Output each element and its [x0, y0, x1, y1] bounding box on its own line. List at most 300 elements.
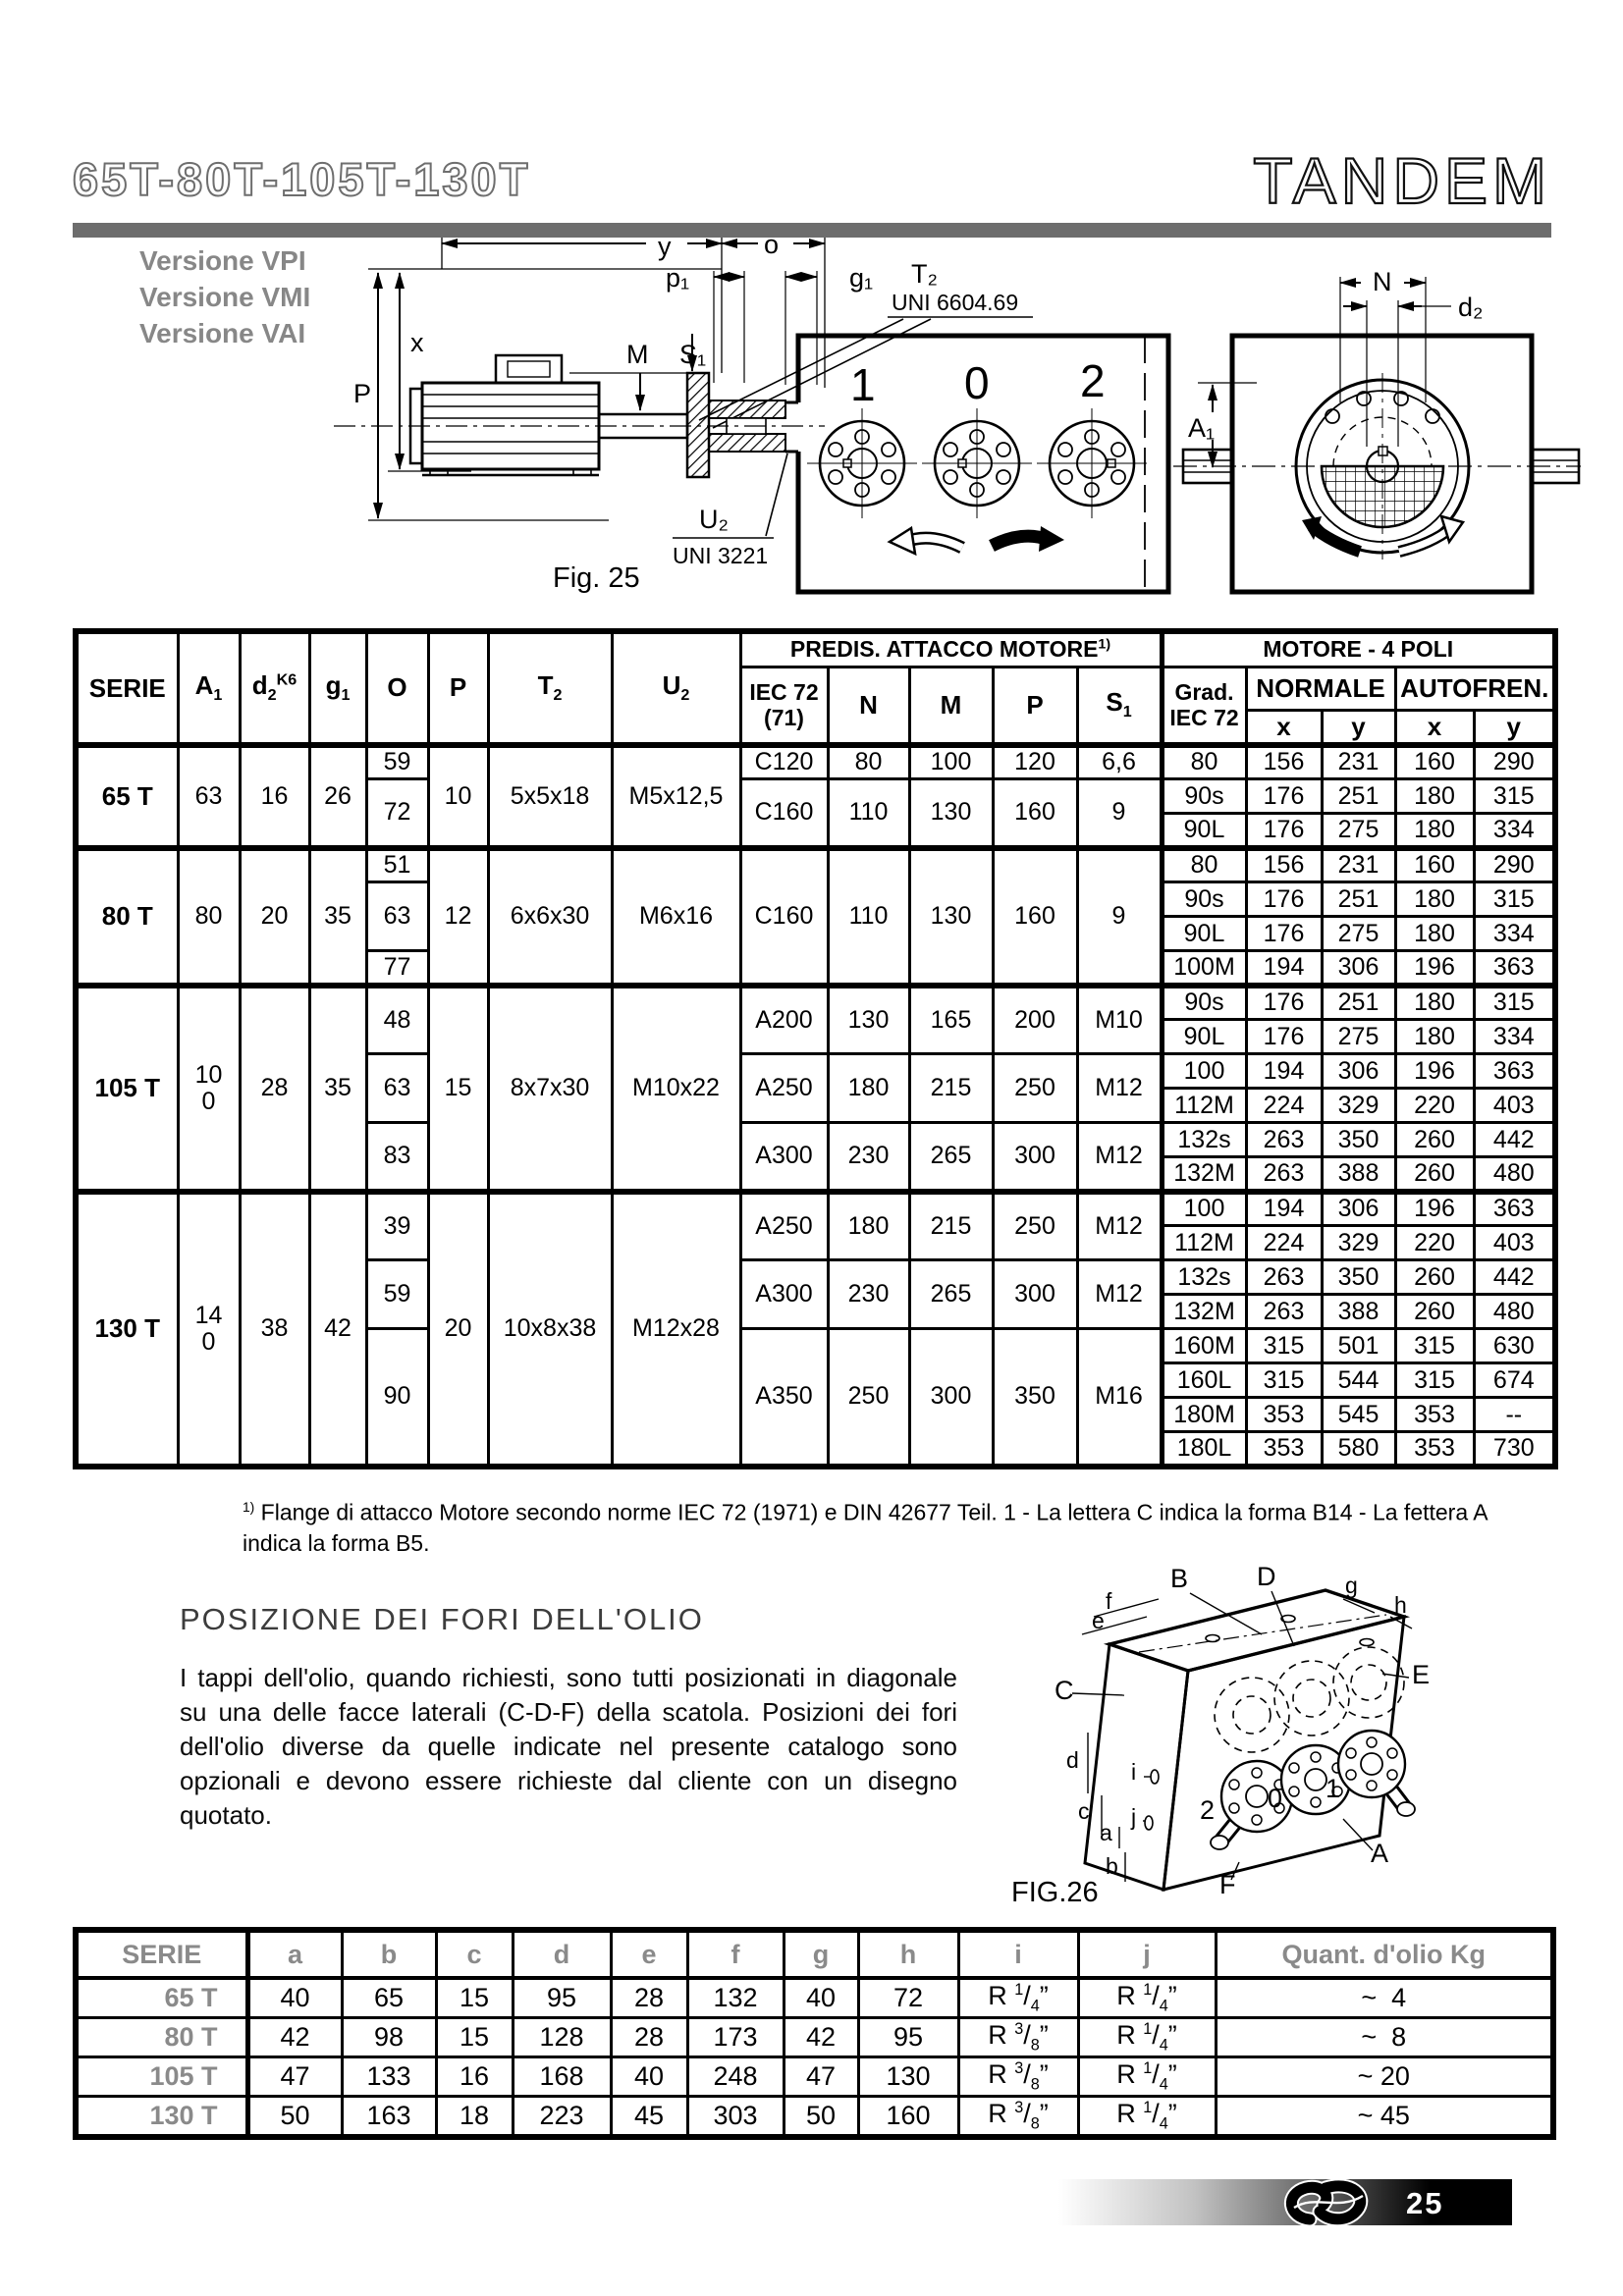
autofren-x-cell: 353 [1395, 1432, 1474, 1467]
autofren-x-cell: 260 [1395, 1123, 1474, 1157]
oil-value-cell: R $^1/_4$” [1078, 1978, 1216, 2018]
normale-x-cell: 156 [1246, 848, 1322, 882]
oil-col-header: SERIE [76, 1930, 247, 1978]
col-header-serie: SERIE [76, 631, 178, 745]
fig26-label-0: 0 [1268, 1784, 1283, 1813]
fig26-drawing [962, 1556, 1527, 1921]
oil-value-cell: 15 [436, 2018, 513, 2057]
oil-value-cell: 16 [436, 2057, 513, 2097]
fig25-drawing [275, 226, 1581, 611]
serie-cell: 105 T [76, 986, 178, 1192]
oil-serie-cell: 65 T [76, 1978, 247, 2018]
grad-cell: 132s [1162, 1260, 1246, 1295]
normale-x-cell: 176 [1246, 814, 1322, 848]
motor-drawing [334, 355, 825, 477]
oil-serie-cell: 105 T [76, 2057, 247, 2097]
autofren-x-cell: 220 [1395, 1089, 1474, 1123]
oil-value-cell: R $^1/_4$” [1078, 2097, 1216, 2138]
oil-value-cell: 223 [513, 2097, 611, 2138]
fig26-label-f: f [1106, 1588, 1112, 1614]
autofren-x-cell: 260 [1395, 1157, 1474, 1192]
footnote-text: Flange di attacco Motore secondo norme IEC 72 (1971) e DIN 42677 Teil. 1 - La lettera C indica la forma B14 - La fettera A indica la forma B5. [243, 1499, 1488, 1556]
page-number: 25 [1406, 2186, 1444, 2220]
grad-cell: 90s [1162, 779, 1246, 814]
normale-y-cell: 275 [1322, 917, 1395, 951]
fig26-label-a: a [1100, 1820, 1112, 1845]
grad-cell: 90L [1162, 814, 1246, 848]
col-header-predis: $S_1$ [1077, 667, 1162, 745]
u2-cell: M5x12,5 [612, 745, 740, 848]
table-row [76, 2097, 1553, 2138]
autofren-x-cell: 180 [1395, 986, 1474, 1020]
d2-cell: 28 [240, 986, 309, 1192]
normale-x-cell: 315 [1246, 1363, 1322, 1398]
autofren-x-cell: 180 [1395, 779, 1474, 814]
u2-cell: M10x22 [612, 986, 740, 1192]
m-cell: 215 [909, 1054, 993, 1123]
d2-cell: 38 [240, 1192, 309, 1467]
p2-cell: 160 [993, 848, 1077, 986]
oil-value-cell: 40 [247, 1978, 342, 2018]
p2-cell: 350 [993, 1329, 1077, 1467]
oil-quantity-table [73, 1927, 1556, 2140]
o-cell: 63 [366, 882, 428, 951]
fig26-label-e: e [1092, 1608, 1105, 1633]
normale-x-cell: 176 [1246, 779, 1322, 814]
page-title: 65T-80T-105T-130T [73, 153, 531, 205]
o-cell: 63 [366, 1054, 428, 1123]
fig26-label-F: F [1219, 1870, 1236, 1899]
normale-y-cell: 231 [1322, 745, 1395, 779]
n-cell: 230 [828, 1260, 909, 1329]
normale-x-cell: 194 [1246, 1054, 1322, 1089]
n-cell: 110 [828, 848, 909, 986]
normale-y-cell: 501 [1322, 1329, 1395, 1363]
g1-cell: 26 [309, 745, 366, 848]
m-cell: 165 [909, 986, 993, 1054]
brand-logo-text: TANDEM [1253, 144, 1551, 217]
t2-cell: 5x5x18 [488, 745, 612, 848]
version-item: Versione VPI [139, 245, 306, 276]
autofren-y-cell: 290 [1474, 745, 1555, 779]
col-header-xy: y [1322, 710, 1395, 745]
normale-x-cell: 156 [1246, 745, 1322, 779]
s1-cell: M12 [1077, 1054, 1162, 1123]
group-header-motore: MOTORE - 4 POLI [1162, 631, 1555, 667]
o-cell: 59 [366, 745, 428, 779]
oil-value-cell: 28 [611, 1978, 687, 2018]
p2-cell: 200 [993, 986, 1077, 1054]
autofren-x-cell: 260 [1395, 1260, 1474, 1295]
autofren-x-cell: 315 [1395, 1363, 1474, 1398]
autofren-x-cell: 180 [1395, 1020, 1474, 1054]
normale-x-cell: 263 [1246, 1260, 1322, 1295]
autofren-x-cell: 196 [1395, 951, 1474, 986]
col-header-dim: $g_1$ [309, 631, 366, 745]
oil-col-header: d [513, 1930, 611, 1978]
autofren-y-cell: 480 [1474, 1295, 1555, 1329]
col-header-dim: $T_2$ [488, 631, 612, 745]
p-cell: 12 [428, 848, 488, 986]
normale-x-cell: 224 [1246, 1089, 1322, 1123]
col-header-xy: y [1474, 710, 1555, 745]
oil-value-cell: 132 [687, 1978, 784, 2018]
col-header-xy: x [1246, 710, 1322, 745]
iso-flanges [1211, 1731, 1415, 1849]
autofren-x-cell: 180 [1395, 882, 1474, 917]
autofren-y-cell: 334 [1474, 814, 1555, 848]
grad-cell: 100 [1162, 1054, 1246, 1089]
m-cell: 215 [909, 1192, 993, 1260]
flange-label-1: 1 [850, 359, 876, 410]
grad-cell: 180L [1162, 1432, 1246, 1467]
n-cell: 180 [828, 1054, 909, 1123]
oil-value-cell: 173 [687, 2018, 784, 2057]
autofren-x-cell: 260 [1395, 1295, 1474, 1329]
fig26-label-B: B [1170, 1564, 1189, 1593]
autofren-x-cell: 196 [1395, 1054, 1474, 1089]
dim-p1-g1 [714, 271, 817, 385]
u2-cell: M6x16 [612, 848, 740, 986]
normale-x-cell: 176 [1246, 986, 1322, 1020]
autofren-y-cell: -- [1474, 1398, 1555, 1432]
oil-value-cell: 133 [342, 2057, 436, 2097]
callout-u2: U₂ [699, 505, 729, 534]
flange-label-0: 0 [964, 357, 990, 408]
fig26-label-g: g [1345, 1573, 1358, 1598]
m-cell: 265 [909, 1260, 993, 1329]
normale-y-cell: 545 [1322, 1398, 1395, 1432]
grad-cell: 90L [1162, 1020, 1246, 1054]
o-cell: 59 [366, 1260, 428, 1329]
oil-value-cell: 128 [513, 2018, 611, 2057]
p2-cell: 300 [993, 1260, 1077, 1329]
autofren-y-cell: 630 [1474, 1329, 1555, 1363]
serie-cell: 65 T [76, 745, 178, 848]
normale-y-cell: 275 [1322, 1020, 1395, 1054]
col-header-normale: NORMALE [1246, 667, 1395, 710]
autofren-x-cell: 160 [1395, 848, 1474, 882]
o-cell: 77 [366, 951, 428, 986]
oil-value-cell: 303 [687, 2097, 784, 2138]
iec-cell: A250 [740, 1192, 828, 1260]
oil-value-cell: 50 [247, 2097, 342, 2138]
dim-label-p1: p₁ [666, 263, 690, 293]
fig26-label-h: h [1394, 1592, 1407, 1618]
oil-value-cell: 95 [513, 1978, 611, 2018]
section-title-oil-holes: POSIZIONE DEI FORI DELL'OLIO [180, 1602, 704, 1636]
autofren-y-cell: 334 [1474, 917, 1555, 951]
autofren-y-cell: 315 [1474, 986, 1555, 1020]
o-cell: 72 [366, 779, 428, 848]
dim-label-a1: A₁ [1188, 413, 1216, 443]
autofren-y-cell: 480 [1474, 1157, 1555, 1192]
flange-label-2: 2 [1080, 355, 1106, 406]
autofren-y-cell: 730 [1474, 1432, 1555, 1467]
fig26-label-j: j [1131, 1804, 1137, 1830]
oil-col-header: h [858, 1930, 958, 1978]
o-cell: 90 [366, 1329, 428, 1467]
dim-label-o: o [764, 230, 780, 259]
oil-value-cell: 42 [247, 2018, 342, 2057]
oil-value-cell: 50 [784, 2097, 858, 2138]
u2-cell: M12x28 [612, 1192, 740, 1467]
dimensions-table [73, 628, 1558, 1469]
fig26-label-i: i [1131, 1759, 1137, 1785]
iec-cell: A300 [740, 1123, 828, 1192]
serie-cell: 80 T [76, 848, 178, 986]
col-header-grad: Grad. IEC 72 [1162, 667, 1246, 745]
oil-value-cell: 42 [784, 2018, 858, 2057]
oil-value-cell: 18 [436, 2097, 513, 2138]
iec-cell: A350 [740, 1329, 828, 1467]
autofren-y-cell: 363 [1474, 1054, 1555, 1089]
oil-value-cell: R $^1/_4$” [1078, 2018, 1216, 2057]
fig26-label-A: A [1371, 1839, 1389, 1868]
s1-cell: 9 [1077, 848, 1162, 986]
autofren-y-cell: 442 [1474, 1123, 1555, 1157]
normale-y-cell: 275 [1322, 814, 1395, 848]
oil-value-cell: R $^3/_8$” [958, 2057, 1078, 2097]
fig26-label-C: C [1055, 1676, 1074, 1705]
oil-col-header: e [611, 1930, 687, 1978]
p2-cell: 120 [993, 745, 1077, 779]
dim-label-g1: g₁ [849, 263, 874, 293]
footnote [243, 1492, 1524, 1559]
oil-col-header: c [436, 1930, 513, 1978]
grad-cell: 180M [1162, 1398, 1246, 1432]
oil-value-cell: 248 [687, 2057, 784, 2097]
serie-cell: 130 T [76, 1192, 178, 1467]
dim-n-d2 [1340, 277, 1451, 447]
version-item: Versione VMI [139, 282, 311, 312]
dim-label-n: N [1373, 267, 1392, 296]
oil-value-cell: 45 [611, 2097, 687, 2138]
fig26-label-E: E [1412, 1660, 1431, 1689]
grad-cell: 80 [1162, 745, 1246, 779]
normale-y-cell: 350 [1322, 1123, 1395, 1157]
grad-cell: 132s [1162, 1123, 1246, 1157]
table-row [76, 848, 1555, 882]
normale-y-cell: 329 [1322, 1226, 1395, 1260]
oil-serie-cell: 130 T [76, 2097, 247, 2138]
normale-y-cell: 251 [1322, 986, 1395, 1020]
autofren-y-cell: 442 [1474, 1260, 1555, 1295]
normale-x-cell: 176 [1246, 1020, 1322, 1054]
col-header-xy: x [1395, 710, 1474, 745]
table-row [76, 2018, 1553, 2057]
t2-cell: 6x6x30 [488, 848, 612, 986]
autofren-y-cell: 363 [1474, 951, 1555, 986]
g1-cell: 35 [309, 848, 366, 986]
callout-uni-3221: UNI 3221 [673, 543, 769, 568]
normale-y-cell: 306 [1322, 1192, 1395, 1226]
s1-cell: M10 [1077, 986, 1162, 1054]
table-row [76, 1978, 1553, 2018]
p-cell: 15 [428, 986, 488, 1192]
footnote-marker: 1) [243, 1500, 255, 1515]
oil-value-cell: ~ 45 [1216, 2097, 1553, 2138]
o-cell: 83 [366, 1123, 428, 1192]
grad-cell: 100M [1162, 951, 1246, 986]
m-cell: 130 [909, 848, 993, 986]
col-header-dim: $d_2^{K6}$ [240, 631, 309, 745]
grad-cell: 160M [1162, 1329, 1246, 1363]
o-cell: 51 [366, 848, 428, 882]
p2-cell: 160 [993, 779, 1077, 848]
oil-value-cell: 130 [858, 2057, 958, 2097]
col-header-dim: $U_2$ [612, 631, 740, 745]
s1-cell: 6,6 [1077, 745, 1162, 779]
g1-cell: 42 [309, 1192, 366, 1467]
normale-y-cell: 580 [1322, 1432, 1395, 1467]
normale-x-cell: 176 [1246, 882, 1322, 917]
autofren-y-cell: 315 [1474, 882, 1555, 917]
fig26-label-1: 1 [1325, 1774, 1341, 1803]
col-header-predis: M [909, 667, 993, 745]
d2-cell: 20 [240, 848, 309, 986]
autofren-x-cell: 180 [1395, 814, 1474, 848]
normale-x-cell: 176 [1246, 917, 1322, 951]
section-body-oil-holes: I tappi dell'olio, quando richiesti, sono tutti posizionati in diagonale su una delle facce laterali (C-D-F) della scatola. Posizioni dei fori dell'olio diverse da quelle indicate nel presente catalogo sono opzionali e devono essere richieste dal cliente con un disegno quotato. [180, 1663, 957, 1830]
oil-value-cell: ~ 4 [1216, 1978, 1553, 2018]
oil-value-cell: 168 [513, 2057, 611, 2097]
gearbox-flanges [807, 408, 1147, 518]
grad-cell: 112M [1162, 1089, 1246, 1123]
oil-value-cell: 40 [784, 1978, 858, 2018]
n-cell: 110 [828, 779, 909, 848]
normale-x-cell: 194 [1246, 1192, 1322, 1226]
col-header-dim: $A_1$ [178, 631, 240, 745]
oil-value-cell: 40 [611, 2057, 687, 2097]
oil-value-cell: R $^3/_8$” [958, 2097, 1078, 2138]
oil-value-cell: 47 [784, 2057, 858, 2097]
m-cell: 265 [909, 1123, 993, 1192]
normale-y-cell: 388 [1322, 1295, 1395, 1329]
normale-x-cell: 194 [1246, 951, 1322, 986]
oil-col-header: i [958, 1930, 1078, 1978]
oil-value-cell: 98 [342, 2018, 436, 2057]
p-cell: 20 [428, 1192, 488, 1467]
normale-x-cell: 353 [1246, 1432, 1322, 1467]
oil-value-cell: 163 [342, 2097, 436, 2138]
oil-value-cell: 28 [611, 2018, 687, 2057]
s1-cell: 9 [1077, 779, 1162, 848]
n-cell: 180 [828, 1192, 909, 1260]
n-cell: 250 [828, 1329, 909, 1467]
fig26-label-2: 2 [1200, 1795, 1216, 1825]
grad-cell: 160L [1162, 1363, 1246, 1398]
col-header-iec72: IEC 72 (71) [740, 667, 828, 745]
oil-col-header: f [687, 1930, 784, 1978]
m-cell: 100 [909, 745, 993, 779]
iec-cell: A250 [740, 1054, 828, 1123]
t2-cell: 8x7x30 [488, 986, 612, 1192]
oil-value-cell: 95 [858, 2018, 958, 2057]
oil-value-cell: R $^1/_4$” [1078, 2057, 1216, 2097]
normale-x-cell: 263 [1246, 1123, 1322, 1157]
col-header-dim: O [366, 631, 428, 745]
normale-x-cell: 263 [1246, 1157, 1322, 1192]
p2-cell: 250 [993, 1054, 1077, 1123]
m-cell: 130 [909, 779, 993, 848]
fig26-caption: FIG.26 [1011, 1877, 1099, 1908]
table-row [76, 1192, 1555, 1226]
autofren-y-cell: 403 [1474, 1089, 1555, 1123]
brand-knot-icon [1276, 2178, 1389, 2227]
oil-col-header: g [784, 1930, 858, 1978]
table-row [76, 2057, 1553, 2097]
col-header-dim: P [428, 631, 488, 745]
a1-cell: 80 [178, 848, 240, 986]
p-cell: 10 [428, 745, 488, 848]
dim-label-s1: S₁ [679, 340, 707, 369]
autofren-y-cell: 290 [1474, 848, 1555, 882]
n-cell: 80 [828, 745, 909, 779]
s1-cell: M12 [1077, 1123, 1162, 1192]
normale-y-cell: 350 [1322, 1260, 1395, 1295]
normale-y-cell: 329 [1322, 1089, 1395, 1123]
n-cell: 230 [828, 1123, 909, 1192]
d2-cell: 16 [240, 745, 309, 848]
rotation-arrows-side [890, 526, 1064, 554]
oil-value-cell: R $^1/_4$” [958, 1978, 1078, 2018]
autofren-x-cell: 353 [1395, 1398, 1474, 1432]
table-row [76, 986, 1555, 1020]
autofren-y-cell: 363 [1474, 1192, 1555, 1226]
n-cell: 130 [828, 986, 909, 1054]
iec-cell: A300 [740, 1260, 828, 1329]
fig25-caption: Fig. 25 [553, 562, 640, 594]
fig26-label-D: D [1257, 1562, 1276, 1591]
oil-col-header: a [247, 1930, 342, 1978]
o-cell: 39 [366, 1192, 428, 1260]
normale-y-cell: 251 [1322, 779, 1395, 814]
m-cell: 300 [909, 1329, 993, 1467]
normale-y-cell: 306 [1322, 1054, 1395, 1089]
dim-label-m: M [626, 340, 649, 369]
oil-col-header: j [1078, 1930, 1216, 1978]
normale-y-cell: 544 [1322, 1363, 1395, 1398]
oil-value-cell: 160 [858, 2097, 958, 2138]
dim-label-d2: d₂ [1458, 293, 1484, 322]
autofren-x-cell: 196 [1395, 1192, 1474, 1226]
s1-cell: M12 [1077, 1192, 1162, 1260]
iec-cell: C160 [740, 779, 828, 848]
dim-label-y: y [658, 232, 672, 261]
grad-cell: 112M [1162, 1226, 1246, 1260]
table-row [76, 745, 1555, 779]
autofren-y-cell: 334 [1474, 1020, 1555, 1054]
col-header-predis: P [993, 667, 1077, 745]
fig26-label-b: b [1106, 1853, 1118, 1879]
oil-value-cell: 47 [247, 2057, 342, 2097]
autofren-x-cell: 220 [1395, 1226, 1474, 1260]
autofren-x-cell: 315 [1395, 1329, 1474, 1363]
grad-cell: 132M [1162, 1295, 1246, 1329]
grad-cell: 90s [1162, 986, 1246, 1020]
iec-cell: A200 [740, 986, 828, 1054]
s1-cell: M16 [1077, 1329, 1162, 1467]
oil-col-header: b [342, 1930, 436, 1978]
g1-cell: 35 [309, 986, 366, 1192]
grad-cell: 90L [1162, 917, 1246, 951]
callout-t2: T₂ [911, 259, 938, 289]
fig26-label-c: c [1078, 1798, 1090, 1824]
grad-cell: 80 [1162, 848, 1246, 882]
version-item: Versione VAI [139, 318, 306, 348]
oil-col-header: Quant. d'olio Kg [1216, 1930, 1553, 1978]
